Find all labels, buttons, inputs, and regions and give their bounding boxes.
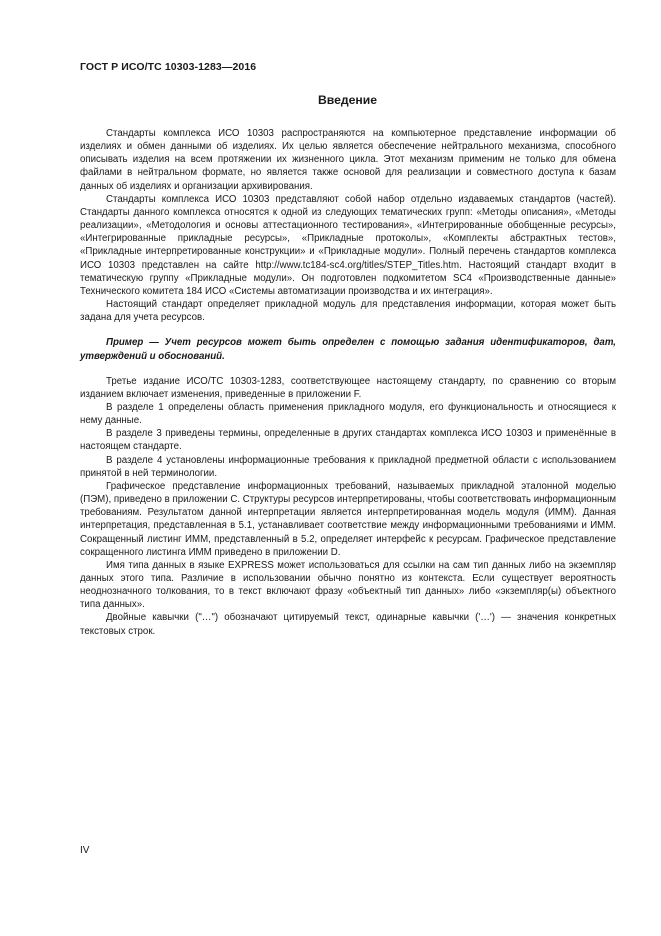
paragraph: Третье издание ИСО/ТС 10303-1283, соответствующее настоящему стандарту, по сравнению со вторым изданием включает изменения, приведенные в приложении F.: [80, 375, 616, 400]
paragraph: В разделе 4 установлены информационные требования к прикладной предметной области с использованием принятой в ней терминологии.: [80, 454, 616, 479]
paragraph: Стандарты комплекса ИСО 10303 представляют собой набор отдельно издаваемых стандартов (частей). Стандарты данного комплекса относятся к одной из следующих тематических групп: «Методы описания», «Методы реализации», «Методология и основы аттестационного тестирования», «Интегрированные обобщенные ресурсы», «Интегрированные прикладные ресурсы», «Прикладные протоколы», «Комплекты абстрактных тестов», «Прикладные интерпретированные конструкции» и «Прикладные модули». Полный перечень стандартов комплекса ИСО 10303 представлен на сайте http://www.tc184-sc4.org/titles/STEP_Titles.htm. Настоящий стандарт входит в тематическую группу «Прикладные модули». Он подготовлен подкомитетом SC4 «Производственные данные» Технического комитета 184 ИСО «Системы автоматизации производства и их интеграция».: [80, 193, 616, 297]
paragraph: Имя типа данных в языке EXPRESS может использоваться для ссылки на сам тип данных либо на экземпляр данных этого типа. Различие в использовании обычно понятно из контекста. Если существует вероятность неоднозначного толкования, то в текст включают фразу «объектный тип данных» либо «экземпляр(ы) объектного типа данных».: [80, 559, 616, 611]
paragraph: В разделе 1 определены область применения прикладного модуля, его функциональность и относящиеся к нему данные.: [80, 401, 616, 427]
document-header: ГОСТ Р ИСО/ТС 10303-1283—2016: [80, 61, 257, 73]
example-note: Пример — Учет ресурсов может быть определен с помощью задания идентификаторов, дат, утверждений и обоснований.: [80, 337, 616, 362]
page-number: IV: [80, 845, 90, 856]
paragraph: Графическое представление информационных требований, называемых прикладной эталонной моделью (ПЭМ), приведено в приложении C. Структуры ресурсов интерпретированы, чтобы соответствовать информационным требованиям. Результатом данной интерпретации является интерпретированная модель модуля (ИММ). Данная интерпретация, представленная в 5.1, устанавливает соответствие между информационными требованиями и ИММ. Сокращенный листинг ИММ, представленный в 5.2, определяет интерфейс к ресурсам. Графическое представление сокращенного листинга ИММ приведено в приложении D.: [80, 480, 616, 558]
section-title: Введение: [317, 93, 378, 107]
paragraph: Двойные кавычки ("…") обозначают цитируемый текст, одинарные кавычки ('…') — значения конкретных текстовых строк.: [80, 612, 616, 637]
paragraph: Настоящий стандарт определяет прикладной модуль для представления информации, которая может быть задана для учета ресурсов.: [80, 299, 616, 324]
paragraph: Стандарты комплекса ИСО 10303 распространяются на компьютерное представление информации об изделиях и обмен данными об изделиях. Их целью является обеспечение нейтрального механизма, способного описывать изделия на всем протяжении их жизненного цикла. Этот механизм применим не только для обмена файлами в нейтральном формате, но является также основой для реализации и совместного доступа к базам данных об изделиях и организации архивирования.: [80, 128, 616, 192]
body-text: [80, 127, 616, 638]
paragraph: В разделе 3 приведены термины, определенные в других стандартах комплекса ИСО 10303 и применённые в настоящем стандарте.: [80, 428, 616, 453]
